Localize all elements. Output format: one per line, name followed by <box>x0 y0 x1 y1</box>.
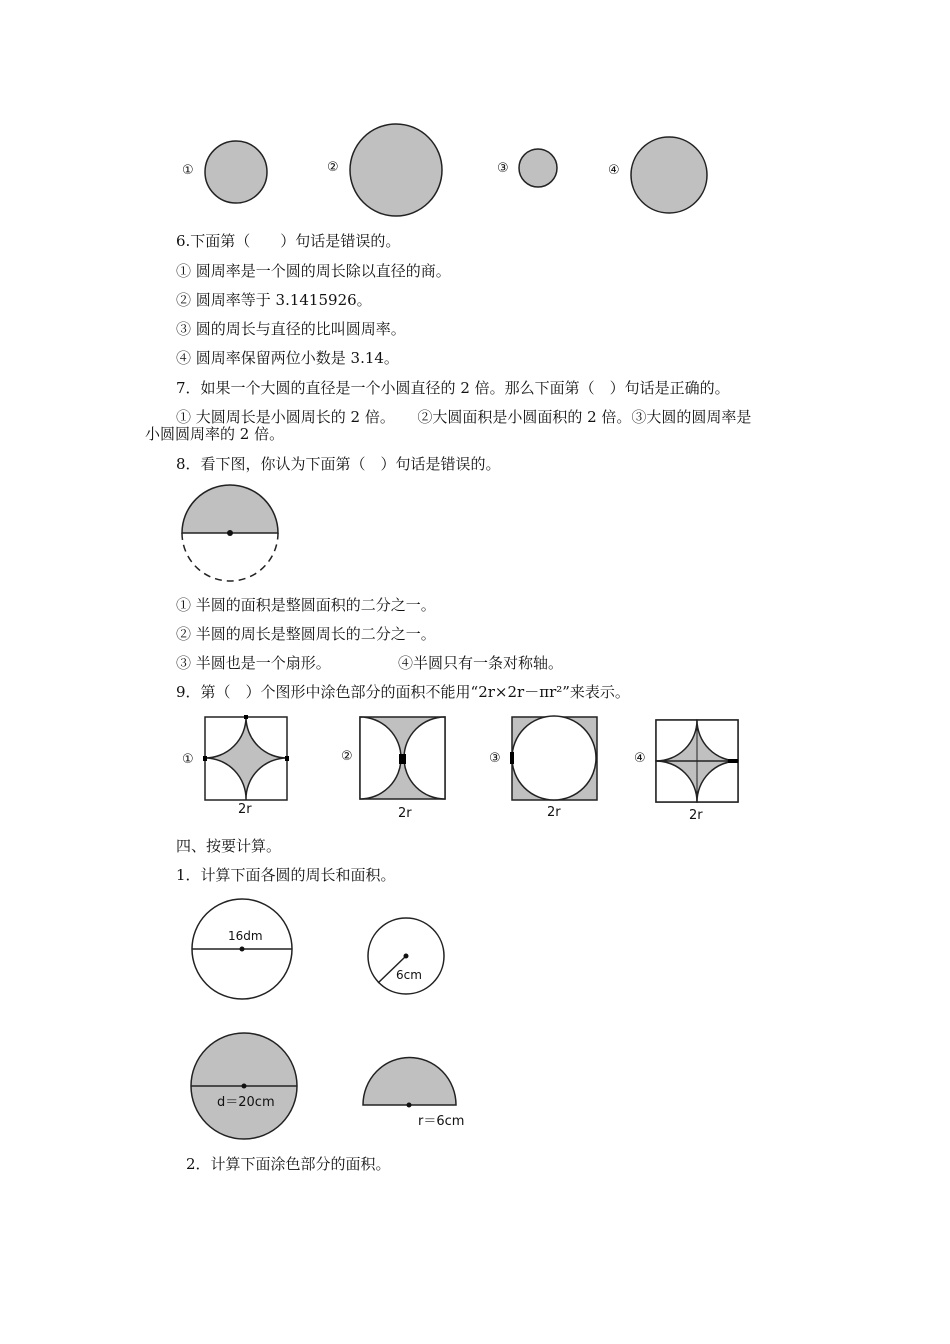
section4-q1: 1．计算下面各圆的周长和面积。 <box>176 866 396 884</box>
q6-option-1: ① 圆周率是一个圆的周长除以直径的商。 <box>176 262 451 280</box>
q7-options-line1: ① 大圆周长是小圆周长的 2 倍。 ②大圆面积是小圆面积的 2 倍。③大圆的圆周率是 <box>176 408 752 426</box>
q6-option-4: ④ 圆周率保留两位小数是 3.14。 <box>176 349 399 367</box>
q8-stem: 8．看下图，你认为下面第（ ）句话是错误的。 <box>176 455 501 473</box>
q8-option-2: ② 半圆的周长是整圆周长的二分之一。 <box>176 625 436 643</box>
circle-marker-1: ① <box>182 163 194 178</box>
q9-stem: 9．第（ ）个图形中涂色部分的面积不能用“2r×2r－πr²”来表示。 <box>176 683 630 701</box>
circle-marker-3: ③ <box>497 161 509 176</box>
circle-diameter-20cm <box>191 1033 297 1139</box>
q9-marker-1: ① <box>182 752 194 767</box>
q9-marker-4: ④ <box>634 751 646 766</box>
q9-figure-4 <box>656 720 738 802</box>
q9-caption-3: 2r <box>547 805 561 820</box>
q9-caption-1: 2r <box>238 802 252 817</box>
label-d-20cm: d＝20cm <box>217 1095 275 1110</box>
q6-option-2: ② 圆周率等于 3.1415926。 <box>176 291 372 309</box>
section4-circles <box>0 890 950 1150</box>
q6-option-3: ③ 圆的周长与直径的比叫圆周率。 <box>176 320 406 338</box>
circle-marker-2: ② <box>327 160 339 175</box>
circle-diameter-16dm <box>192 899 292 999</box>
circle-marker-4: ④ <box>608 163 620 178</box>
q7-stem: 7．如果一个大圆的直径是一个小圆直径的 2 倍。那么下面第（ ）句话是正确的。 <box>176 379 730 397</box>
q9-caption-2: 2r <box>398 806 412 821</box>
q8-option-1: ① 半圆的面积是整圆面积的二分之一。 <box>176 596 436 614</box>
q9-figure-2 <box>360 717 445 799</box>
q7-options-line2: 小圆圆周率的 2 倍。 <box>145 425 285 443</box>
label-6cm: 6cm <box>396 968 422 982</box>
q8-option-4: ④半圆只有一条对称轴。 <box>398 654 564 672</box>
circle-4 <box>631 137 707 213</box>
circle-2 <box>350 124 442 216</box>
q9-caption-4: 2r <box>689 808 703 823</box>
circle-3 <box>519 149 557 187</box>
q9-figures <box>0 712 950 832</box>
semicircle-figure <box>175 478 285 588</box>
q6-stem: 6.下面第（ ）句话是错误的。 <box>176 232 401 250</box>
label-16dm: 16dm <box>228 929 263 943</box>
circle-radius-6cm <box>368 918 444 994</box>
semicircle-radius-6cm <box>363 1057 456 1107</box>
circle-1 <box>205 141 267 203</box>
section4-q2: 2．计算下面涂色部分的面积。 <box>186 1155 391 1173</box>
q8-option-3: ③ 半圆也是一个扇形。 <box>176 654 331 672</box>
label-r-6cm: r＝6cm <box>418 1114 465 1129</box>
q5-circles-figure <box>0 0 950 230</box>
q9-figure-1 <box>205 717 287 800</box>
q9-marker-3: ③ <box>489 751 501 766</box>
q9-figure-3 <box>512 716 597 800</box>
section4-title: 四、按要计算。 <box>176 837 282 855</box>
q9-marker-2: ② <box>341 749 353 764</box>
